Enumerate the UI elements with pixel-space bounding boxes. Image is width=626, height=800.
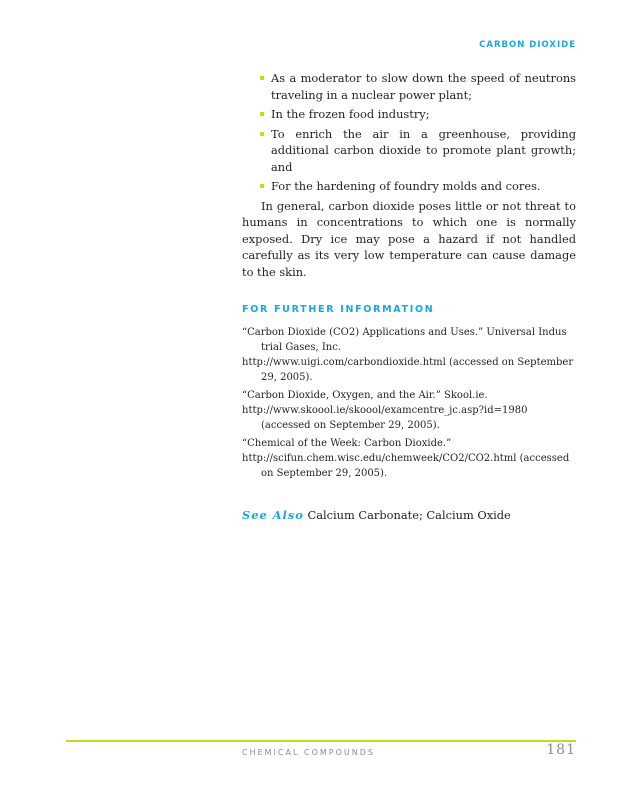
body-paragraph: In general, carbon dioxide poses little or not threat to humans in concentrations to which one is normally exposed. Dry ice may pose a hazard if not handled carefully as its very low temperature can cause damage to the skin. bbox=[242, 198, 576, 279]
footer-rule bbox=[66, 740, 576, 742]
square-bullet-icon bbox=[260, 76, 264, 80]
see-also-links[interactable]: Calcium Carbonate; Calcium Oxide bbox=[307, 507, 511, 522]
footer-book-title: CHEMICAL COMPOUNDS bbox=[242, 748, 375, 757]
see-also-label: See Also bbox=[242, 507, 304, 522]
list-item-text: In the frozen food industry; bbox=[271, 107, 430, 121]
main-content bbox=[242, 70, 576, 523]
reference-url[interactable]: http://www.skoool.ie/skoool/examcentre_jc.asp?id=1980 (accessed on September 29, 2005). bbox=[242, 404, 528, 431]
running-head: CARBON DIOXIDE bbox=[479, 40, 576, 50]
list-item-text: As a moderator to slow down the speed of neutrons traveling in a nuclear power plant; bbox=[271, 71, 576, 102]
see-also bbox=[242, 507, 576, 524]
list-item bbox=[242, 178, 576, 195]
page-number: 181 bbox=[546, 742, 576, 758]
reference-title: “Carbon Dioxide, Oxygen, and the Air.” Skool.ie. bbox=[242, 389, 488, 401]
reference-url[interactable]: http://scifun.chem.wisc.edu/chemweek/CO2/CO2.html (accessed on September 29, 2005). bbox=[242, 452, 570, 479]
reference-title: “Chemical of the Week: Carbon Dioxide.” bbox=[242, 437, 452, 449]
square-bullet-icon bbox=[260, 184, 264, 188]
square-bullet-icon bbox=[260, 132, 264, 136]
list-item-text: To enrich the air in a greenhouse, providing additional carbon dioxide to promote plant growth; and bbox=[271, 126, 576, 174]
reference-title: “Carbon Dioxide (CO2) Applications and Uses.” Universal Indus trial Gases, Inc. bbox=[242, 326, 567, 353]
further-info-heading: FOR FURTHER INFORMATION bbox=[242, 304, 435, 315]
reference-url[interactable]: http://www.uigi.com/carbondioxide.html (accessed on September 29, 2005). bbox=[242, 356, 574, 383]
reference-item bbox=[242, 325, 576, 385]
square-bullet-icon bbox=[260, 112, 264, 116]
reference-item bbox=[242, 388, 576, 433]
reference-list bbox=[242, 325, 576, 481]
list-item bbox=[242, 70, 576, 103]
list-item bbox=[242, 126, 576, 176]
bullet-list bbox=[242, 70, 576, 195]
list-item bbox=[242, 106, 576, 123]
list-item-text: For the hardening of foundry molds and cores. bbox=[271, 179, 541, 193]
reference-item bbox=[242, 436, 576, 481]
